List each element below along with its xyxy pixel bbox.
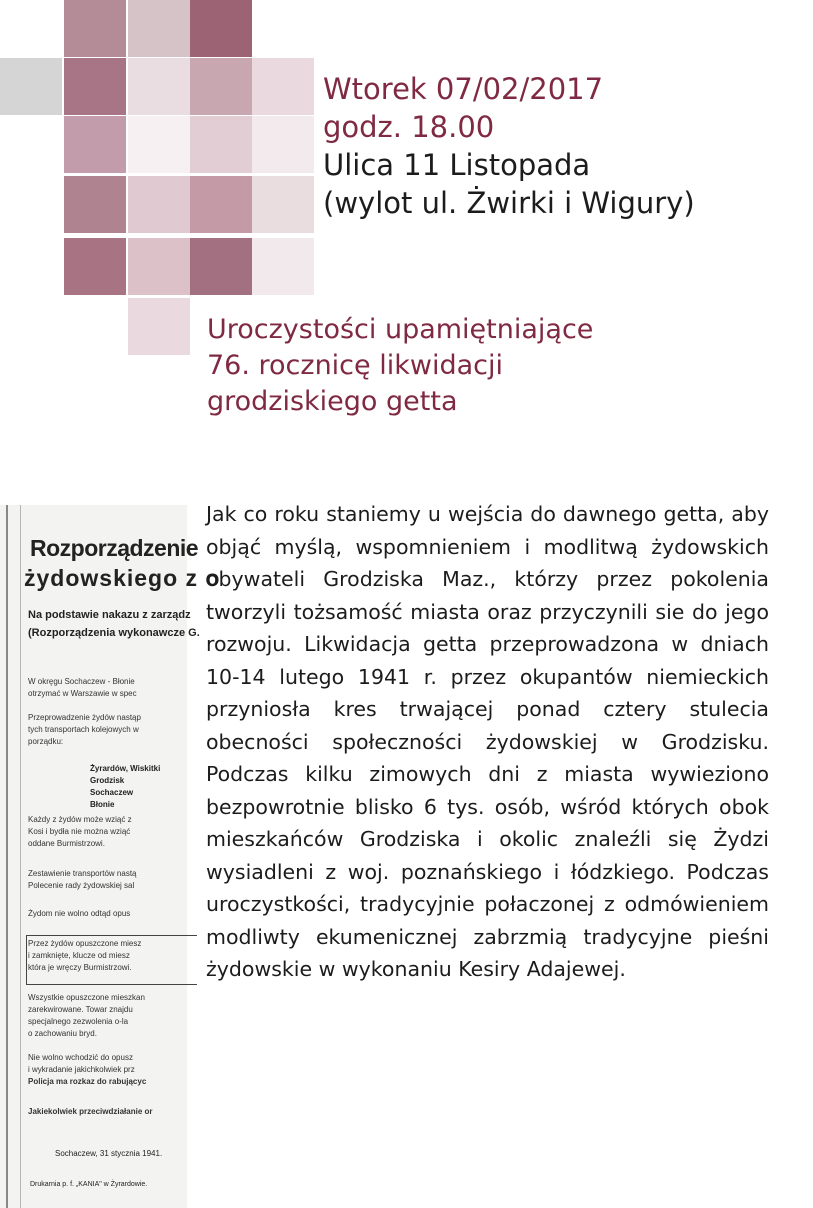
mosaic-tile (252, 58, 314, 115)
mosaic-tile (190, 116, 252, 173)
clipping-line: i zamknięte, klucze od miesz (28, 951, 130, 960)
clipping-line: która je wręczy Burmistrzowi. (28, 963, 132, 972)
mosaic-tile (64, 0, 126, 57)
clipping-printer: Drukarnia p. f. „KANIA" w Żyrardowie. (30, 1181, 148, 1188)
mosaic-tile (128, 176, 190, 233)
event-date: Wtorek 07/02/2017 (323, 72, 604, 106)
clipping-heading-1: Rozporządzenie (30, 535, 199, 561)
mosaic-tile (128, 0, 190, 57)
mosaic-tile (190, 58, 252, 115)
clipping-line: Przez żydów opuszczone miesz (28, 939, 142, 948)
clipping-edge (6, 505, 8, 1208)
decorative-mosaic (0, 0, 330, 360)
clipping-line: Polecenie rady żydowskiej sal (28, 881, 135, 890)
mosaic-tile (128, 58, 190, 115)
clipping-town: Żyrardów, Wiskitki (90, 764, 161, 773)
clipping-line: specjalnego zezwolenia o-la (28, 1017, 129, 1026)
title-line-1: Uroczystości upamiętniające (207, 314, 594, 345)
newspaper-clipping-image (0, 505, 221, 1208)
clipping-line: Kosi i bydła nie można wziąć (28, 827, 131, 836)
mosaic-tile (64, 58, 126, 115)
clipping-subheading-1: Na podstawie nakazu z zarządz (28, 609, 191, 621)
clipping-line: otrzymać w Warszawie w spec (28, 689, 137, 698)
clipping-line: Przeprowadzenie żydów nastąp (28, 713, 141, 722)
body-paragraph: Jak co roku staniemy u wejścia do dawnego getta, aby objąć myślą, wspomnieniem i modlitwą żydowskich obywateli Grodziska Maz., którzy przez pokolenia tworzyli tożsamość miasta oraz przyczynili sie do jego rozwoju. Likwidacja getta przeprowadzona w dniach 10-14 lutego 1941 r. przez okupantów niemieckich przyniosła kres trwającej ponad cztery stulecia obecności społeczności żydowskiej w Grodzisku. Podczas kilku zimowych dni z miasta wywieziono bezpowrotnie blisko 6 tys. osób, wśród których obok mieszkańców Grodziska i okolic znaleźli się Żydzi wysiadleni z woj. poznańskiego i łódzkiego. Podczas uroczystkości, tradycyjnie połaczonej z odmówieniem modliwty ekumenicznej zabrzmią tradycyjne pieśni żydowskie w wykonaniu Kesiry Adajewej. (206, 502, 769, 981)
clipping-line: Jakiekolwiek przeciwdziałanie or (28, 1107, 153, 1116)
event-street-note: (wylot ul. Żwirki i Wigury) (323, 186, 695, 220)
clipping-line: Każdy z żydów może wziąć z (28, 815, 132, 824)
mosaic-tile (128, 298, 190, 355)
clipping-line: oddane Burmistrzowi. (28, 839, 105, 848)
clipping-town: Błonie (90, 800, 115, 809)
clipping-line: Nie wolno wchodzić do opusz (28, 1053, 133, 1062)
clipping-date: Sochaczew, 31 stycznia 1941. (55, 1149, 163, 1158)
mosaic-tile (0, 58, 62, 115)
event-info (323, 70, 695, 222)
mosaic-tile (252, 238, 314, 295)
event-time: godz. 18.00 (323, 110, 495, 144)
clipping-line: Policja ma rozkaz do rabującyc (28, 1077, 147, 1086)
clipping-towns (90, 763, 160, 811)
clipping-line: o zachowaniu bryd. (28, 1029, 97, 1038)
mosaic-tile (252, 176, 314, 233)
clipping-heading-2: żydowskiego z o (24, 565, 221, 591)
clipping-line: Zestawienie transportów nastą (28, 869, 137, 878)
mosaic-tile (64, 176, 126, 233)
clipping-line: tych transportach kolejowych w (28, 725, 139, 734)
clipping-line: zarekwirowane. Towar znajdu (28, 1005, 133, 1014)
clipping-town: Grodzisk (90, 776, 125, 785)
clipping-line: Wszystkie opuszczone mieszkan (28, 993, 145, 1002)
clipping-line: W okręgu Sochaczew - Błonie (28, 677, 135, 686)
mosaic-tile (64, 238, 126, 295)
title-line-3: grodziskiego getta (207, 386, 458, 417)
event-title (207, 312, 593, 420)
clipping-subheading-2: (Rozporządzenia wykonawcze G. (28, 627, 200, 639)
clipping-line: Żydom nie wolno odtąd opus (28, 909, 131, 918)
title-line-2: 76. rocznicę likwidacji (207, 350, 503, 381)
mosaic-tile (190, 176, 252, 233)
clipping-line: i wykradanie jakichkolwiek prz (28, 1065, 135, 1074)
clipping-town: Sochaczew (90, 788, 134, 797)
mosaic-tile (64, 116, 126, 173)
event-street: Ulica 11 Listopada (323, 148, 591, 182)
mosaic-tile (128, 238, 190, 295)
mosaic-tile (190, 0, 252, 57)
mosaic-tile (252, 116, 314, 173)
mosaic-tile (128, 116, 190, 173)
clipping-edge-inner (20, 505, 21, 1208)
clipping-line: porządku: (28, 737, 64, 746)
mosaic-tile (190, 238, 252, 295)
